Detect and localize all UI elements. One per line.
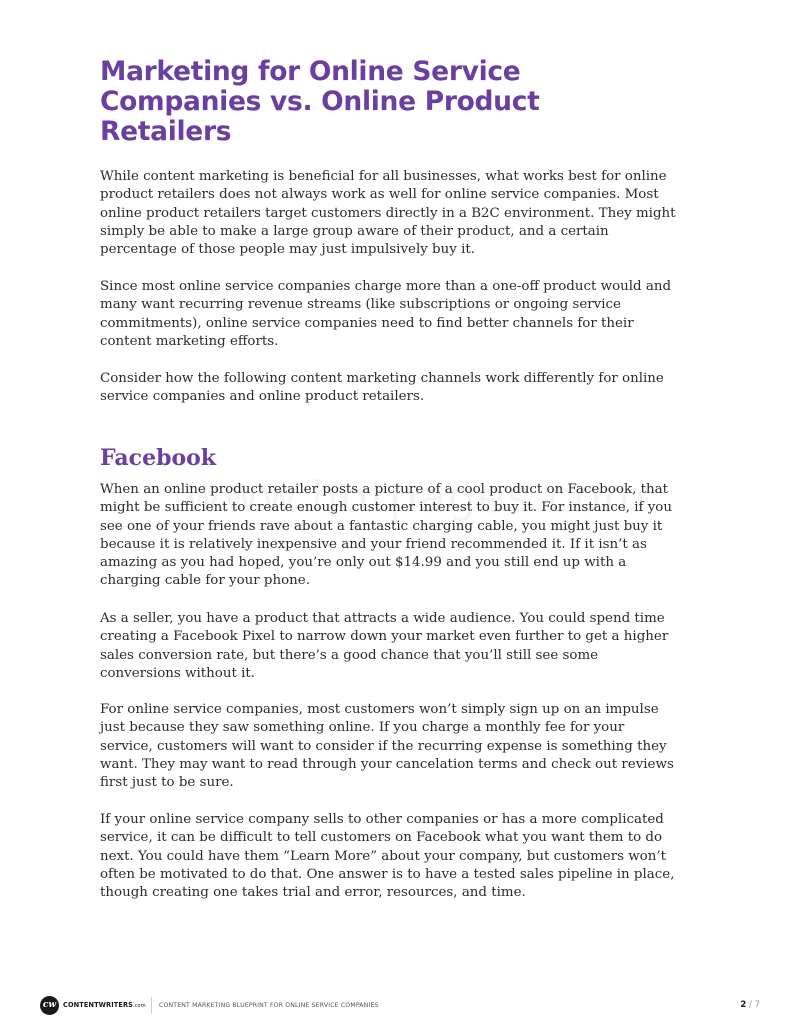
intro-paragraph: While content marketing is beneficial for all businesses, what works best for online product retailers does not always work as well for online service companies. Most online product retailers target customers directly in a B2C environment. They might simply be able to make a large group aware of their product, and a certain percentage of those people may just impulsively buy it. — [100, 169, 676, 258]
section-paragraph: For online service companies, most customers won’t simply sign up on an impulse just because they saw something online. If you charge a monthly fee for your service, customers will want to consider if the recurring expense is something they want. They may want to read through your cancelation terms and check out reviews first just to be sure. — [100, 702, 674, 791]
footer-caption: CONTENT MARKETING BLUEPRINT FOR ONLINE SERVICE COMPANIES — [159, 1002, 379, 1009]
intro-paragraph: Consider how the following content marketing channels work differently for online service companies and online product retailers. — [100, 371, 664, 405]
section-paragraph: If your online service company sells to other companies or has a more complicated service, it can be difficult to tell customers on Facebook what you want them to do next. You could have them “Learn More” about your company, but customers won’t often be motivated to do that. One answer is to have a tested sales pipeline in place, though creating one takes trial and error, resources, and time. — [100, 812, 675, 901]
footer-logo-text — [63, 1000, 146, 1011]
page-number — [740, 999, 760, 1011]
page-title: Marketing for Online Service Companies vs. Online Product Retailers — [100, 56, 540, 147]
intro-paragraph: Since most online service companies charge more than a one-off product would and many want recurring revenue streams (like subscriptions or ongoing service commitments), online service companies need to find better channels for their content marketing efforts. — [100, 279, 672, 349]
logo-suffix: .com — [133, 1003, 146, 1009]
page-footer — [0, 993, 800, 1021]
section-paragraph: When an online product retailer posts a picture of a cool product on Facebook, that might be sufficient to create enough customer interest to buy it. For instance, if you see one of your friends rave about a fantastic charging cable, you might just buy it because it is relatively inexpensive and your friend recommended it. If it isn’t as amazing as you had hoped, you’re only out $14.99 and you still end up with a charging cable for your phone. — [100, 482, 672, 589]
section-heading-facebook: Facebook — [100, 445, 217, 471]
logo-name: CONTENTWRITERS — [63, 1001, 134, 1009]
page-current: 2 — [740, 1000, 747, 1010]
footer-divider — [151, 997, 152, 1014]
page-total: / 7 — [749, 1000, 760, 1010]
section-paragraph: As a seller, you have a product that attracts a wide audience. You could spend time creating a Facebook Pixel to narrow down your market even further to get a higher sales conversion rate, but there’s a good chance that you’ll still see some conversions without it. — [100, 611, 669, 681]
cw-logo-icon: cw — [40, 996, 59, 1015]
